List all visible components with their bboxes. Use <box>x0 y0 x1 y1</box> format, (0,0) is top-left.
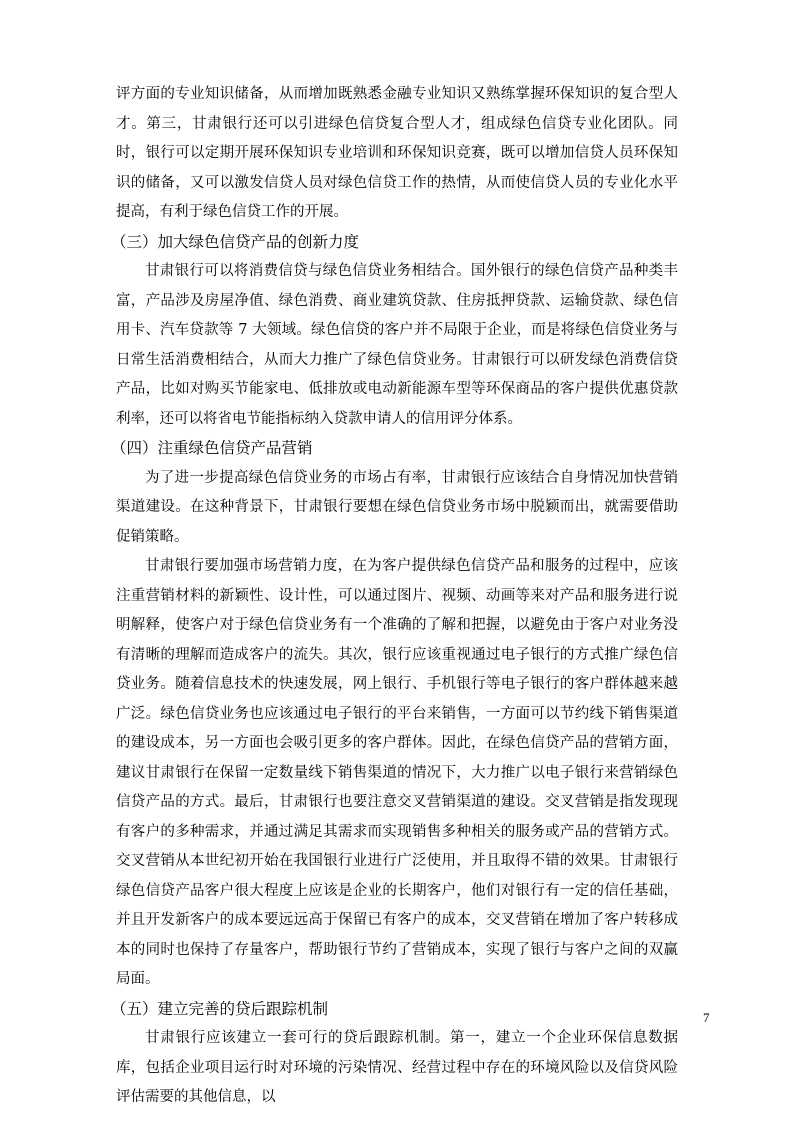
paragraph-talent-continued: 评方面的专业知识储备，从而增加既熟悉金融专业知识又熟练掌握环保知识的复合型人才。第三，甘肃银行还可以引进绿色信贷复合型人才，组成绿色信贷专业化团队。同时，银行可以定期开展环保知识专业培训和环保知识竞赛，既可以增加信贷人员环保知识的储备，又可以激发信贷人员对绿色信贷工作的热情，从而使信贷人员的专业化水平提高，有利于绿色信贷工作的开展。 <box>116 86 678 220</box>
paragraph-product-innovation: 甘肃银行可以将消费信贷与绿色信贷业务相结合。国外银行的绿色信贷产品种类丰富，产品涉及房屋净值、绿色消费、商业建筑贷款、住房抵押贷款、运输贷款、绿色信用卡、汽车贷款等 7 大领域。绿色信贷的客户并不局限于企业，而是将绿色信贷业务与日常生活消费相结合，从而大力推广了绿色信贷业务。甘肃银行可以研发绿色消费信贷产品，比如对购买节能家电、低排放或电动新能源车型等环保商品的客户提供优惠贷款利率，还可以将省电节能指标纳入贷款申请人的信用评分体系。 <box>116 263 678 427</box>
section-heading-4: （四）注重绿色信贷产品营销 <box>111 439 313 457</box>
paragraph-post-loan-tracking: 甘肃银行应该建立一套可行的贷后跟踪机制。第一，建立一个企业环保信息数据库，包括企业项目运行时对环境的污染情况、经营过程中存在的环境风险以及信贷风险评估需要的其他信息，以 <box>116 1030 678 1105</box>
section-heading-3: （三）加大绿色信贷产品的创新力度 <box>111 232 360 251</box>
paragraph-marketing-detail: 甘肃银行要加强市场营销力度，在为客户提供绿色信贷产品和服务的过程中，应该注重营销材料的新颖性、设计性，可以通过图片、视频、动画等来对产品和服务进行说明解释，使客户对于绿色信贷业务有一个准确的了解和把握，以避免由于客户对业务没有清晰的理解而造成客户的流失。其次，银行应该重视通过电子银行的方式推广绿色信贷业务。随着信息技术的快速发展，网上银行、手机银行等电子银行的客户群体越来越广泛。绿色信贷业务也应该通过电子银行的平台来销售，一方面可以节约线下销售渠道的建设成本，另一方面也会吸引更多的客户群体。因此，在绿色信贷产品的营销方面，建议甘肃银行在保留一定数量线下销售渠道的情况下，大力推广以电子银行来营销绿色信贷产品的方式。最后，甘肃银行也要注意交叉营销渠道的建设。交叉营销是指发现现有客户的多种需求，并通过满足其需求而实现销售多种相关的服务或产品的营销方式。交叉营销从本世纪初开始在我国银行业进行广泛使用，并且取得不错的效果。甘肃银行绿色信贷产品客户很大程度上应该是企业的长期客户，他们对银行有一定的信任基础，并且开发新客户的成本要远远高于保留已有客户的成本，交叉营销在增加了客户转移成本的同时也保持了存量客户，帮助银行节约了营销成本，实现了银行与客户之间的双赢局面。 <box>116 558 678 987</box>
document-body <box>111 80 678 1113</box>
section-heading-5: （五）建立完善的贷后跟踪机制 <box>111 999 329 1018</box>
paragraph-marketing-intro: 为了进一步提高绿色信贷业务的市场占有率，甘肃银行应该结合自身情况加快营销渠道建设。在这种背景下，甘肃银行要想在绿色信贷业务市场中脱颖而出，就需要借助促销策略。 <box>116 469 678 545</box>
page-number: 7 <box>703 1010 710 1025</box>
